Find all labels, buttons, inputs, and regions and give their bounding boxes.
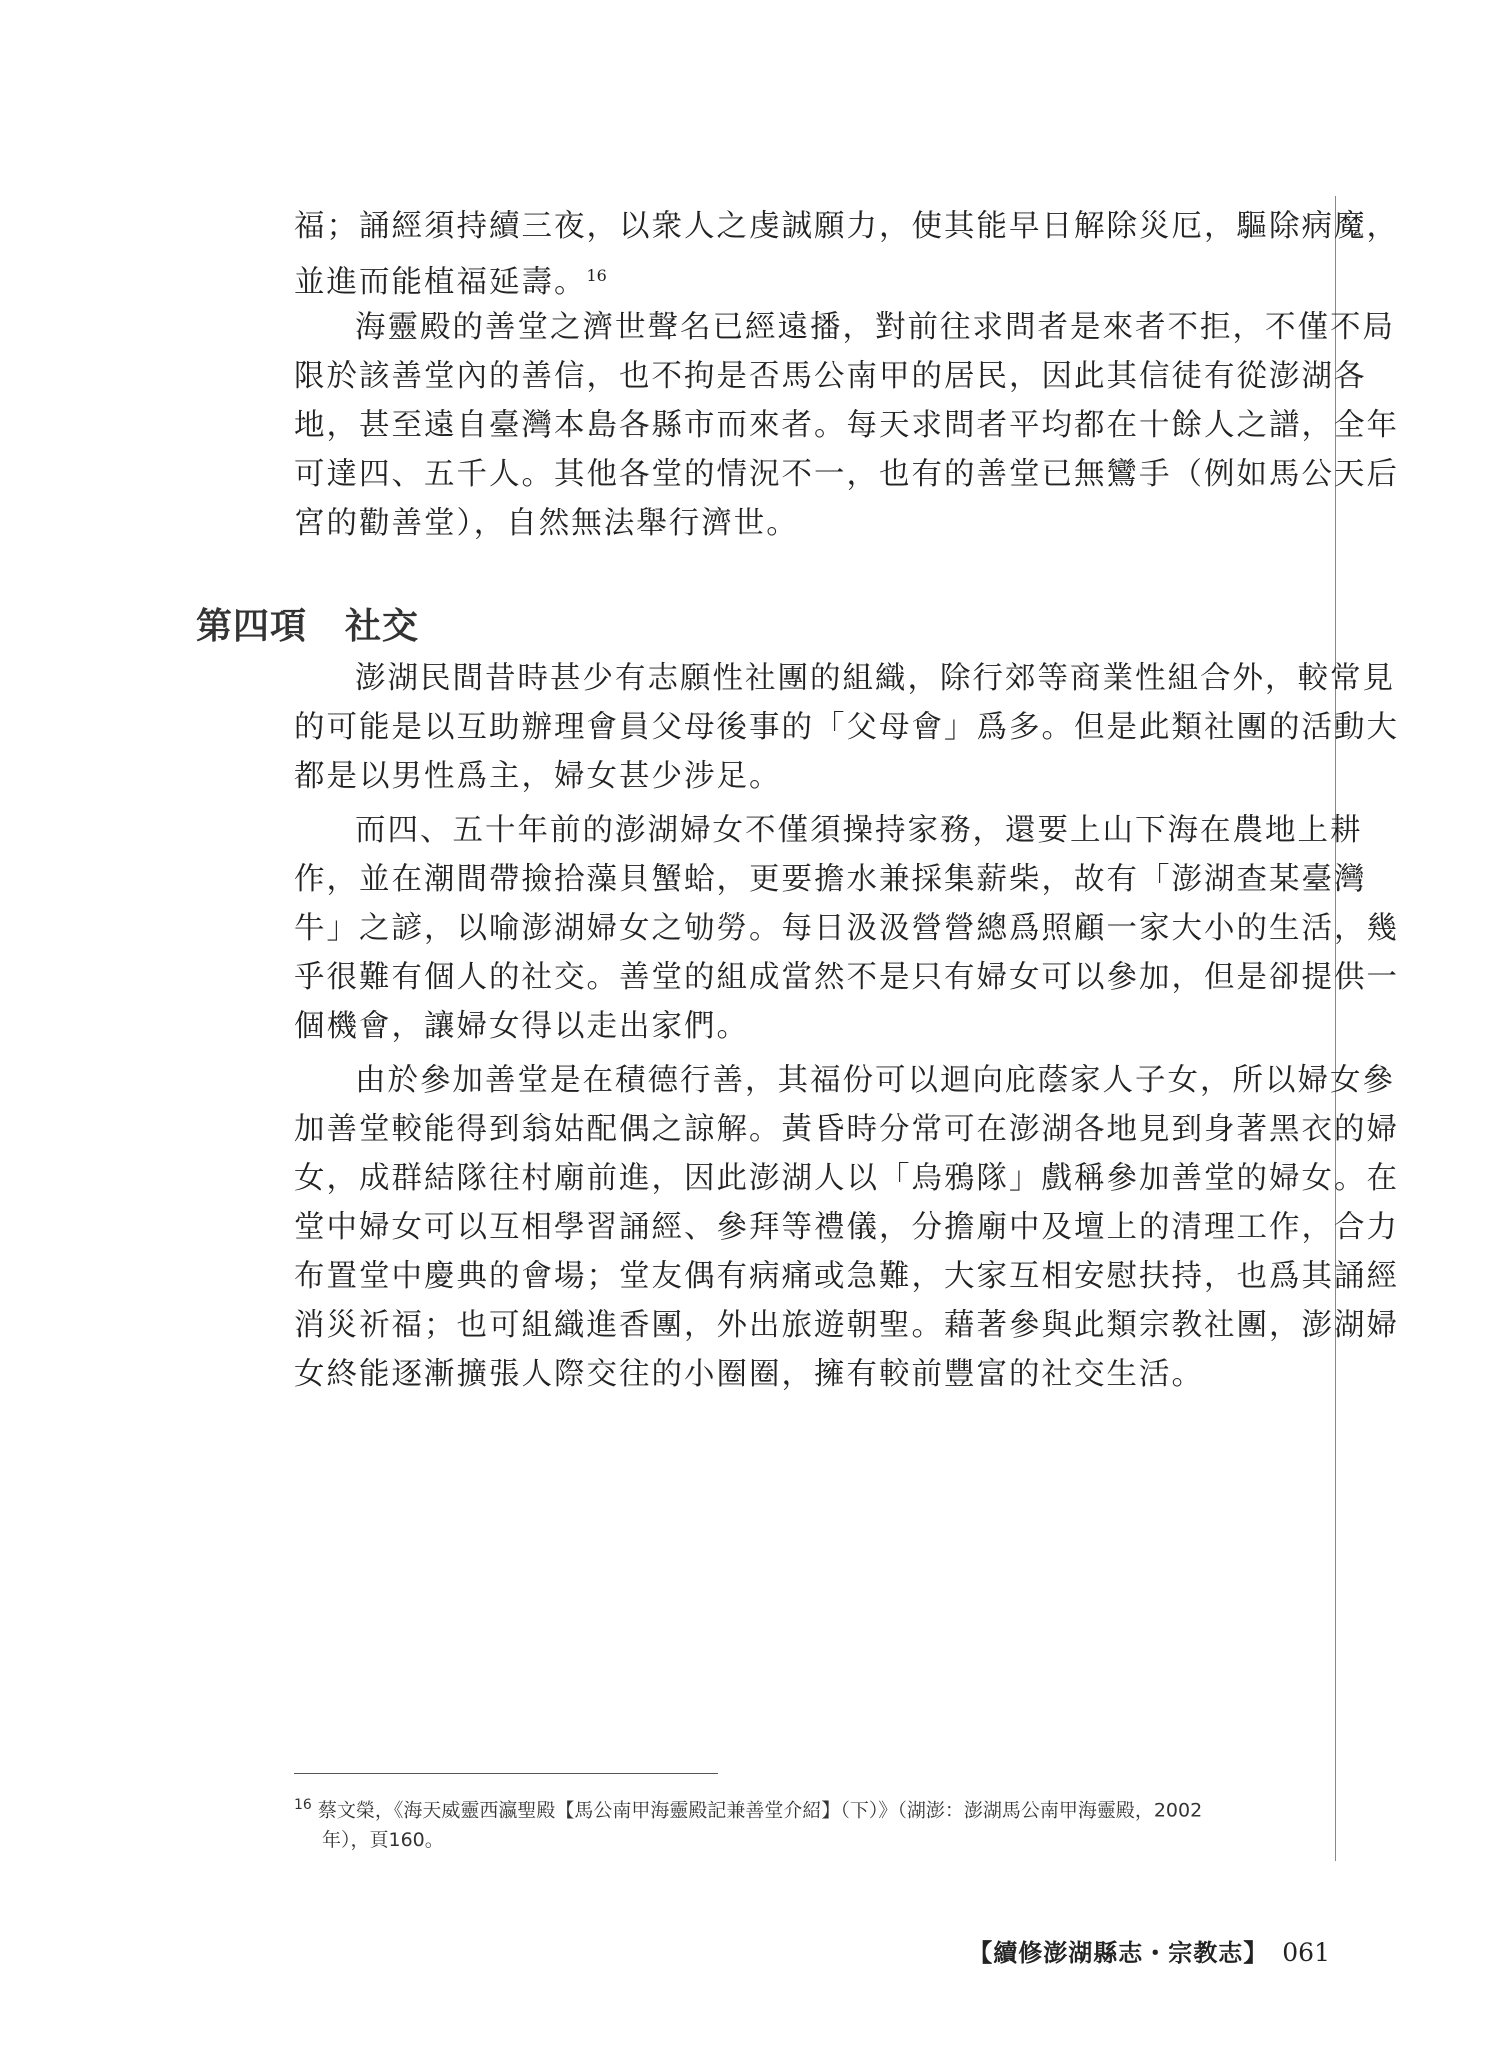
text-line: 個機會，讓婦女得以走出家們。 [294,1009,749,1044]
text-line: 女，成群結隊往村廟前進，因此澎湖人以「烏鴉隊」戲稱參加善堂的婦女。在 [294,1161,1399,1196]
text-line: 女終能逐漸擴張人際交往的小圈圈，擁有較前豐富的社交生活。 [294,1357,1204,1392]
text-line: 消災祈福；也可組織進香團，外出旅遊朝聖。藉著參與此類宗教社團，澎湖婦 [294,1308,1399,1343]
text-line: 牛」之諺，以喻澎湖婦女之劬勞。每日汲汲營營總爲照顧一家大小的生活，幾 [294,911,1399,946]
text-line: 海靈殿的善堂之濟世聲名已經遠播，對前往求問者是來者不拒，不僅不局 [355,310,1395,345]
text-line: 澎湖民間昔時甚少有志願性社團的組織，除行郊等商業性組合外，較常見 [355,661,1395,696]
page-number: 061 [1282,1938,1330,1967]
text-line: 加善堂較能得到翁姑配偶之諒解。黃昏時分常可在澎湖各地見到身著黑衣的婦 [294,1112,1399,1147]
text-line-content: 並進而能植福延壽。 [294,265,587,301]
page-footer [968,1933,1330,1968]
text-line: 作，並在潮間帶撿拾藻貝蟹蛤，更要擔水兼採集薪柴，故有「澎湖查某臺灣 [294,862,1367,897]
text-line: 的可能是以互助辦理會員父母後事的「父母會」爲多。但是此類社團的活動大 [294,710,1399,745]
text-line: 可達四、五千人。其他各堂的情況不一，也有的善堂已無鸞手（例如馬公天后 [294,457,1399,492]
text-line: 地，甚至遠自臺灣本島各縣市而來者。每天求問者平均都在十餘人之譜，全年 [294,408,1399,443]
text-line: 堂中婦女可以互相學習誦經、參拜等禮儀，分擔廟中及壇上的清理工作，合力 [294,1210,1399,1245]
paragraph-3 [294,654,1399,801]
footnote [294,1790,1314,1855]
text-line: 乎很難有個人的社交。善堂的組成當然不是只有婦女可以參加，但是卻提供一 [294,960,1399,995]
text-line [294,251,1314,300]
paragraph-1 [294,202,1399,301]
text-line: 宮的勸善堂），自然無法舉行濟世。 [294,506,799,541]
text-line: 都是以男性爲主，婦女甚少涉足。 [294,759,782,794]
section-number: 第四項 [196,606,308,647]
text-line: 而四、五十年前的澎湖婦女不僅須操持家務，還要上山下海在農地上耕 [355,813,1363,848]
text-line: 布置堂中慶典的會場；堂友偶有病痛或急難，大家互相安慰扶持，也爲其誦經 [294,1259,1399,1294]
paragraph-4 [294,806,1399,1051]
section-heading [196,598,419,649]
section-title: 社交 [345,606,420,647]
text-line: 福；誦經須持續三夜，以衆人之虔誠願力，使其能早日解除災厄，驅除病魔， [294,209,1399,244]
paragraph-2 [294,303,1399,548]
book-title: 【續修澎湖縣志・宗教志】 [968,1938,1269,1967]
text-line: 由於參加善堂是在積德行善，其福份可以迴向庇蔭家人子女，所以婦女參 [355,1063,1395,1098]
margin-rule [1335,196,1336,1861]
footnote-text: 蔡文榮，《海天威靈西瀛聖殿【馬公南甲海靈殿記兼善堂介紹】（下）》（湖澎：澎湖馬公南甲海靈殿，2002 [317,1799,1203,1822]
footnote-line [294,1790,1314,1825]
text-line: 限於該善堂內的善信，也不拘是否馬公南甲的居民，因此其信徒有從澎湖各 [294,359,1367,394]
paragraph-5 [294,1056,1399,1399]
footnote-line: 年），頁160。 [322,1829,444,1852]
footnote-ref: 16 [586,266,607,285]
footnote-separator [294,1773,718,1774]
footnote-number: 16 [294,1797,312,1813]
